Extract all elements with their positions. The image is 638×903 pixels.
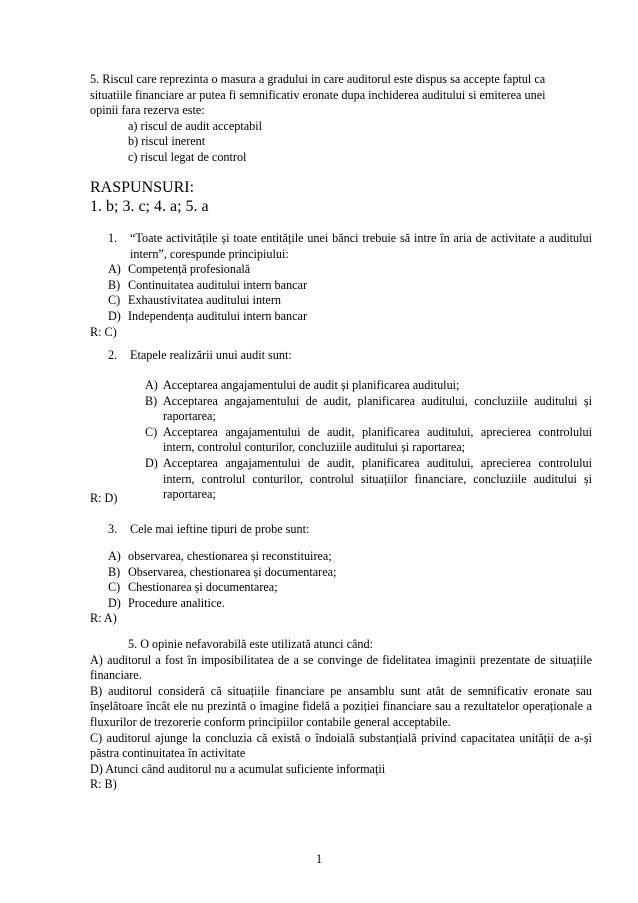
question-2-options <box>90 378 592 503</box>
option-label: B) <box>108 277 121 292</box>
answer-line: R: D) <box>90 491 118 505</box>
answers-line: 1. b; 3. c; 4. a; 5. a <box>90 198 209 215</box>
option-label: A) <box>108 262 121 277</box>
option-label: C) <box>108 293 121 308</box>
option-label: D) <box>108 308 121 323</box>
option-item: b) riscul inerent <box>128 134 206 149</box>
option-item <box>90 549 592 565</box>
option-label: D) <box>145 455 158 470</box>
option-item: a) riscul de audit acceptabil <box>128 118 262 133</box>
option-item <box>90 580 592 596</box>
question-3 <box>90 522 592 538</box>
option-text: Independența auditului intern bancar <box>128 308 308 323</box>
option-item: D) Atunci când auditorul nu a acumulat suficiente informații <box>90 761 386 776</box>
option-item: C) auditorul ajunge la concluzia că există o îndoială substanțială privind capacitatea unității de a-și păstra continuitatea în activitate <box>90 730 592 761</box>
option-item: c) riscul legat de control <box>128 149 247 164</box>
option-item <box>90 293 592 309</box>
question-text: Etapele realizării unui audit sunt: <box>130 348 292 362</box>
option-item <box>90 309 592 325</box>
option-label: B) <box>145 393 158 408</box>
option-text: Observarea, chestionarea și documentarea; <box>128 564 337 579</box>
question-stem <box>108 522 592 538</box>
option-text: Acceptarea angajamentului de audit, planificarea auditului, aprecierea controlului intern, controlul conturilor, concluziile auditului și raportarea; <box>163 424 592 455</box>
option-label: C) <box>145 424 158 439</box>
option-text: Procedure analitice. <box>128 595 225 610</box>
answers-section <box>90 178 592 216</box>
option-item <box>90 378 592 394</box>
option-text: Acceptarea angajamentului de audit și planificarea auditului; <box>163 378 460 392</box>
page-number: 1 <box>315 852 323 866</box>
option-text: observarea, chestionarea și reconstituirea; <box>128 549 332 563</box>
option-text: Exhaustivitatea auditului intern <box>128 293 281 308</box>
question-5-risk <box>90 72 592 166</box>
option-text: Chestionarea și documentarea; <box>128 580 278 595</box>
option-label: B) <box>108 564 121 579</box>
answer-line: R: A) <box>90 611 117 626</box>
question-text: Cele mai ieftine tipuri de probe sunt: <box>130 522 310 536</box>
option-text: Acceptarea angajamentului de audit, planificarea auditului, concluziile auditului și raportarea; <box>163 393 592 424</box>
question-2-answer <box>90 491 592 507</box>
question-line: situatiile financiare ar putea fi semnificativ eronate dupa inchiderea auditului si emiterea unei <box>90 87 546 102</box>
question-line: opinii fara rezerva este: <box>90 103 205 118</box>
option-item <box>90 565 592 581</box>
question-3-options <box>90 549 592 627</box>
question-stem <box>108 348 592 364</box>
option-item: A) auditorul a fost în imposibilitatea de a se convinge de fidelitatea imaginii prezentate de situațiile financiare. <box>90 652 592 683</box>
option-item <box>90 596 592 612</box>
question-text: “Toate activitățile și toate entitățile unei bănci trebuie să intre în aria de activitate a auditului intern”, corespunde principiului: <box>130 231 592 261</box>
answers-heading: RASPUNSURI: <box>90 179 195 196</box>
option-text: Continuitatea auditului intern bancar <box>128 277 308 292</box>
option-item <box>90 425 592 456</box>
question-number: 1. <box>108 231 118 245</box>
answer-line: R: B) <box>90 777 117 792</box>
option-item <box>90 278 592 294</box>
option-text: Acceptarea angajamentului de audit, planificarea auditului, aprecierea controlului intern, controlul conturilor, controlul situațiilor financiare, concluziile auditului și raportarea; <box>163 455 592 502</box>
option-label: A) <box>108 549 121 563</box>
question-5-opinion <box>90 637 592 793</box>
option-label: D) <box>108 595 121 610</box>
option-label: C) <box>108 580 121 595</box>
question-line: 5. Riscul care reprezinta o masura a gradului in care auditorul este dispus sa accepte faptul ca <box>90 72 546 86</box>
question-text: 5. O opinie nefavorabilă este utilizată atunci când: <box>128 637 374 651</box>
option-text: Competență profesională <box>128 262 251 277</box>
question-stem <box>108 231 592 262</box>
option-item <box>90 394 592 425</box>
option-item <box>90 262 592 278</box>
question-2 <box>90 348 592 364</box>
question-number: 2. <box>108 348 118 362</box>
option-label: A) <box>145 378 158 392</box>
option-item: B) auditorul consideră că situațiile financiare pe ansamblu sunt atât de semnificativ eronate sau înșelătoare încât ele nu prezintă o imagine fidelă a poziției financiare sau a rezultatelor operaționale a fluxurilor de trezorerie conform principiilor contabile general acceptabile. <box>90 683 592 729</box>
question-number: 3. <box>108 522 118 536</box>
question-1 <box>90 231 592 340</box>
answer-line: R: C) <box>90 324 117 339</box>
